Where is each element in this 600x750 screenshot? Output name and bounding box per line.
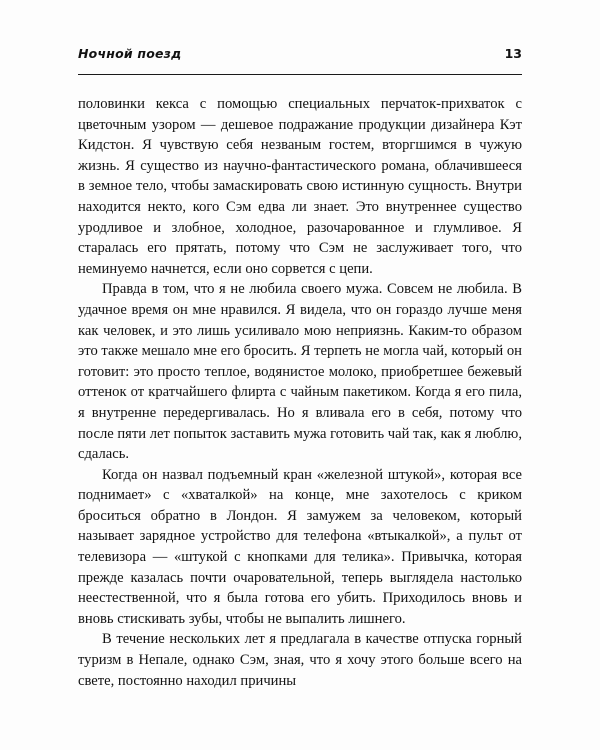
- paragraph: Правда в том, что я не любила своего мужа. Совсем не любила. В удачное время он мне нравился. Я видела, что он гораздо лучше меня как человек, и это лишь усиливало мою неприязнь. Каким-то образом это также мешало мне его бросить. Я терпеть не могла чай, который он готовит: это просто теплое, водянистое молоко, приобретшее бежевый оттенок от кратчайшего флирта с чайным пакетиком. Когда я его пила, я внутренне передергивалась. Но я вливала его в себя, потому что после пяти лет попыток заставить мужа готовить чай так, как я люблю, сдалась.: [78, 281, 522, 463]
- header-divider: [78, 74, 522, 75]
- page-header: [78, 46, 522, 68]
- body-text: [78, 94, 522, 691]
- paragraph: половинки кекса с помощью специальных перчаток-прихваток с цветочным узором — дешевое подражание продукции дизайнера Кэт Кидстон. Я чувствую себя незваным гостем, вторгшимся в чужую жизнь. Я существо из научно-фантастического романа, облачившееся в земное тело, чтобы замаскировать свою истинную сущность. Внутри находится некто, кого Сэм едва ли знает. Это внутреннее существо уродливое и злобное, холодное, разочарованное и глумливое. Я старалась его прятать, потому что Сэм не заслуживает того, что неминуемо начнется, если оно сорвется с цепи.: [78, 96, 522, 277]
- paragraph: В течение нескольких лет я предлагала в качестве отпуска горный туризм в Непале, однако Сэм, зная, что я хочу этого больше всего на свете, постоянно находил причины: [78, 631, 522, 689]
- page-number: 13: [504, 46, 522, 61]
- running-title: Ночной поезд: [78, 46, 182, 61]
- paragraph: Когда он назвал подъемный кран «железной штукой», которая все поднимает» с «хваталкой» на конце, мне захотелось с криком броситься обратно в Лондон. Я замужем за человеком, который называет зарядное устройство для телефона «втыкалкой», а пульт от телевизора — «штукой с кнопками для телика». Привычка, которая прежде казалась почти очаровательной, теперь выглядела настолько неестественной, что я была готова его убить. Приходилось вновь и вновь стискивать зубы, чтобы не выпалить лишнего.: [78, 466, 522, 627]
